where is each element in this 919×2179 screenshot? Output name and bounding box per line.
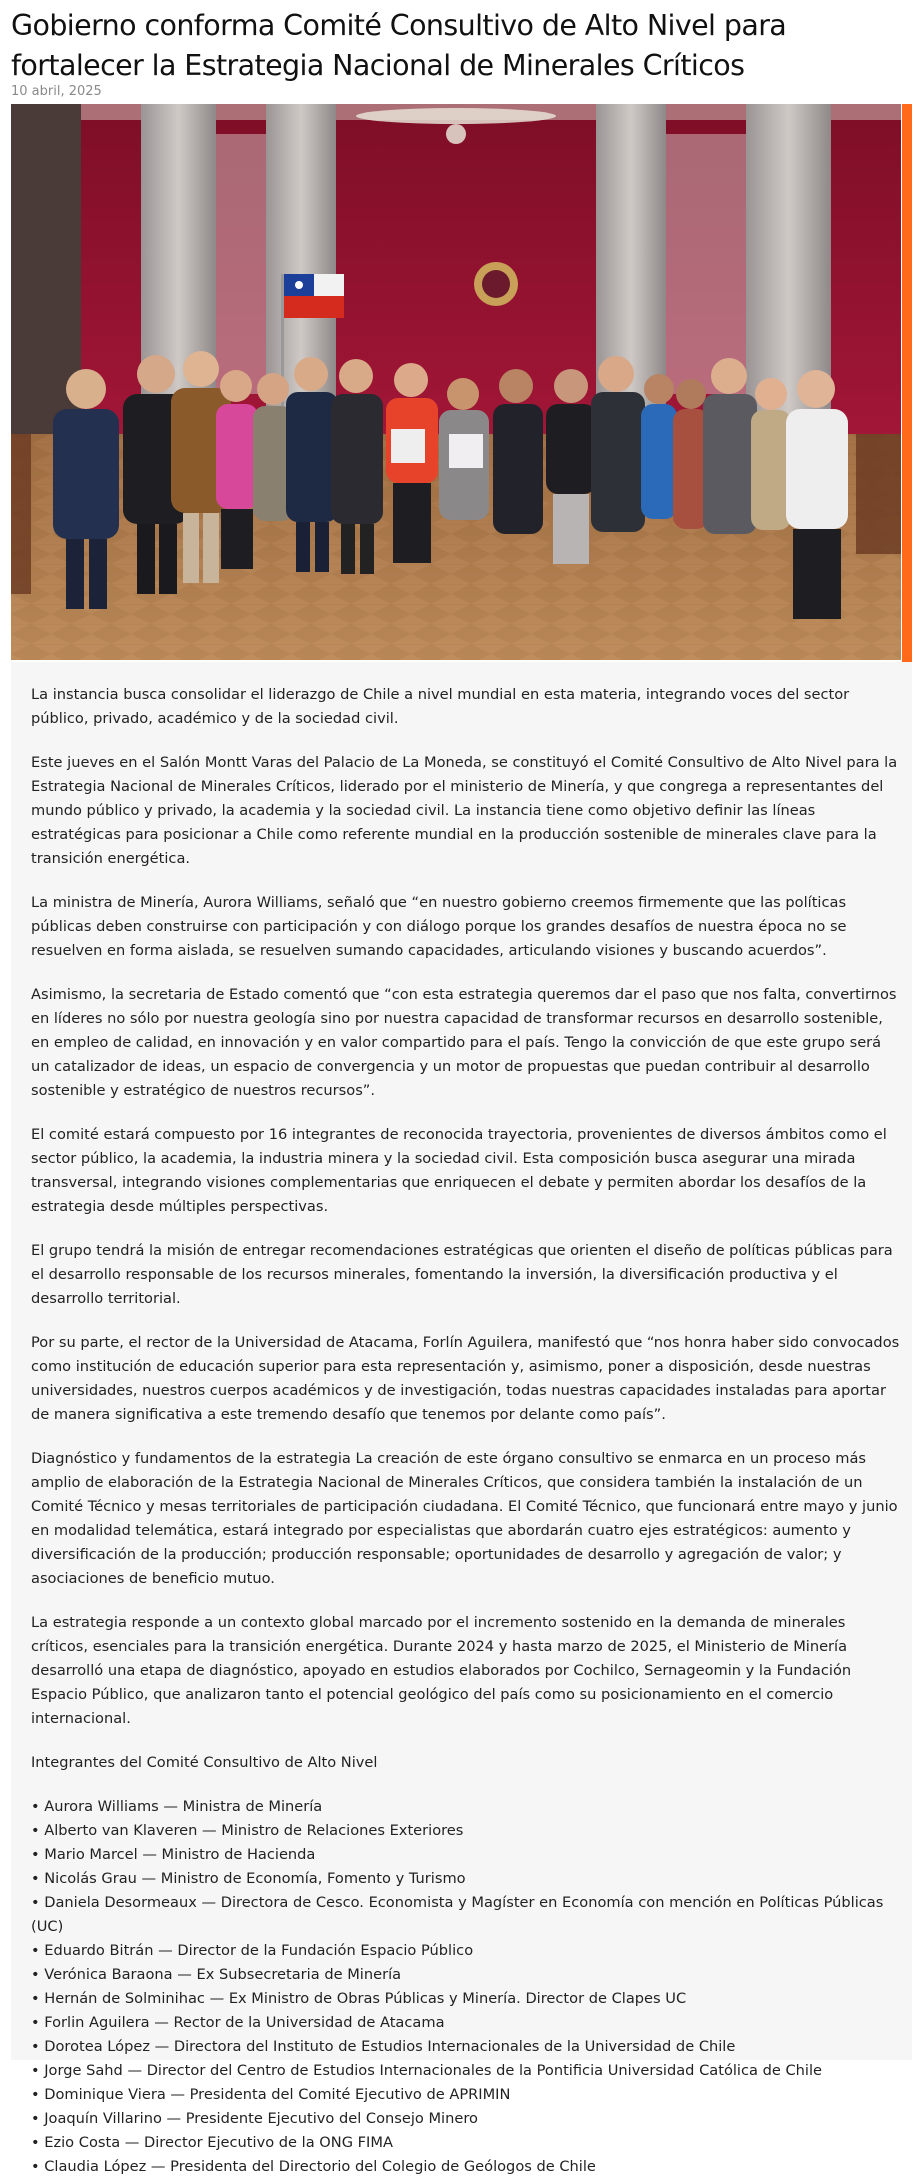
list-item: • Dorotea López — Directora del Instituto de Estudios Internacionales de la Universidad de Chile — [31, 2038, 736, 2055]
body-paragraph: Por su parte, el rector de la Universidad de Atacama, Forlín Aguilera, manifestó que “nos honra haber sido convocados como institución de educación superior para esta representación y, asimismo, poner a disposición, desde nuestras universidades, nuestros cuerpos académicos y de investigación, todas nuestras capacidades instaladas para aportar de manera significativa a este tremendo desafío que tenemos por delante como país”. — [31, 1334, 900, 1423]
article-body — [11, 662, 912, 2175]
members-list — [31, 1795, 901, 2179]
list-item: • Daniela Desormeaux — Directora de Cesco. Economista y Magíster en Economía con mención en Políticas Públicas (UC) — [31, 1894, 884, 1935]
list-item: • Claudia López — Presidenta del Directorio del Colegio de Geólogos de Chile — [31, 2158, 596, 2175]
body-paragraph: El comité estará compuesto por 16 integrantes de reconocida trayectoria, provenientes de diversos ámbitos como el sector público, la academia, la industria minera y la sociedad civil. Esta composición busca asegurar una mirada transversal, integrando visiones complementarias que enriquecen el debate y permiten abordar los desafíos de la estrategia desde múltiples perspectivas. — [31, 1126, 887, 1215]
list-item: • Forlin Aguilera — Rector de la Universidad de Atacama — [31, 2014, 445, 2031]
article-photo — [11, 104, 901, 660]
list-item: • Nicolás Grau — Ministro de Economía, Fomento y Turismo — [31, 1870, 466, 1887]
accent-bar — [902, 104, 912, 662]
body-paragraph: Asimismo, la secretaria de Estado comentó que “con esta estrategia queremos dar el paso que nos falta, convertirnos en líderes no sólo por nuestra geología sino por nuestra capacidad de transformar recursos en desarrollo sostenible, en empleo de calidad, en innovación y en valor compartido para el país. Tengo la convicción de que este grupo será un catalizador de ideas, un espacio de convergencia y un motor de propuestas que puedan contribuir al desarrollo sostenible y estratégico de nuestros recursos”. — [31, 986, 897, 1099]
members-heading: Integrantes del Comité Consultivo de Alto Nivel — [31, 1754, 378, 1771]
body-paragraph: La ministra de Minería, Aurora Williams, señaló que “en nuestro gobierno creemos firmemente que las políticas públicas deben construirse con participación y con diálogo porque los grandes desafíos de nuestra época no se resuelven en forma aislada, se resuelven sumando capacidades, articulando visiones y buscando acuerdos”. — [31, 894, 847, 959]
list-item: • Mario Marcel — Ministro de Hacienda — [31, 1846, 316, 1863]
list-item: • Eduardo Bitrán — Director de la Fundación Espacio Público — [31, 1942, 474, 1959]
lead-paragraph: La instancia busca consolidar el liderazgo de Chile a nivel mundial en esta materia, integrando voces del sector público, privado, académico y de la sociedad civil. — [31, 686, 850, 727]
article-date: 10 abril, 2025 — [11, 84, 102, 99]
list-item: • Ezio Costa — Director Ejecutivo de la ONG FIMA — [31, 2134, 393, 2151]
body-paragraph: Este jueves en el Salón Montt Varas del Palacio de La Moneda, se constituyó el Comité Consultivo de Alto Nivel para la Estrategia Nacional de Minerales Críticos, liderado por el ministerio de Minería, y que congrega a representantes del mundo público y privado, la academia y la sociedad civil. La instancia tiene como objetivo definir las líneas estratégicas para posicionar a Chile como referente mundial en la producción sostenible de minerales clave para la transición energética. — [31, 754, 898, 867]
article-title: Gobierno conforma Comité Consultivo de Alto Nivel para fortalecer la Estrategia Nacional de Minerales Críticos — [11, 9, 787, 82]
list-item: • Hernán de Solminihac — Ex Ministro de Obras Públicas y Minería. Director de Clapes UC — [31, 1990, 687, 2007]
body-paragraph: La estrategia responde a un contexto global marcado por el incremento sostenido en la demanda de minerales críticos, esenciales para la transición energética. Durante 2024 y hasta marzo de 2025, el Ministerio de Minería desarrolló una etapa de diagnóstico, apoyado en estudios elaborados por Cochilco, Sernageomin y la Fundación Espacio Público, que analizaron tanto el potencial geológico del país como su posicionamiento en el comercio internacional. — [31, 1614, 852, 1727]
list-item: • Verónica Baraona — Ex Subsecretaria de Minería — [31, 1966, 402, 1983]
list-item: • Dominique Viera — Presidenta del Comité Ejecutivo de APRIMIN — [31, 2086, 511, 2103]
list-item: • Aurora Williams — Ministra de Minería — [31, 1798, 323, 1815]
body-paragraph: El grupo tendrá la misión de entregar recomendaciones estratégicas que orienten el diseño de políticas públicas para el desarrollo responsable de los recursos minerales, fomentando la inversión, la diversificación productiva y el desarrollo territorial. — [31, 1242, 893, 1307]
body-paragraph: Diagnóstico y fundamentos de la estrategia La creación de este órgano consultivo se enmarca en un proceso más amplio de elaboración de la Estrategia Nacional de Minerales Críticos, que considera también la instalación de un Comité Técnico y mesas territoriales de participación ciudadana. El Comité Técnico, que funcionará entre mayo y junio en modalidad telemática, estará integrado por especialistas que abordarán cuatro ejes estratégicos: aumento y diversificación de la producción; producción responsable; oportunidades de desarrollo y agregación de valor; y asociaciones de beneficio mutuo. — [31, 1450, 898, 1587]
list-item: • Jorge Sahd — Director del Centro de Estudios Internacionales de la Pontificia Universidad Católica de Chile — [31, 2062, 822, 2079]
list-item: • Joaquín Villarino — Presidente Ejecutivo del Consejo Minero — [31, 2110, 478, 2127]
list-item: • Alberto van Klaveren — Ministro de Relaciones Exteriores — [31, 1822, 464, 1839]
